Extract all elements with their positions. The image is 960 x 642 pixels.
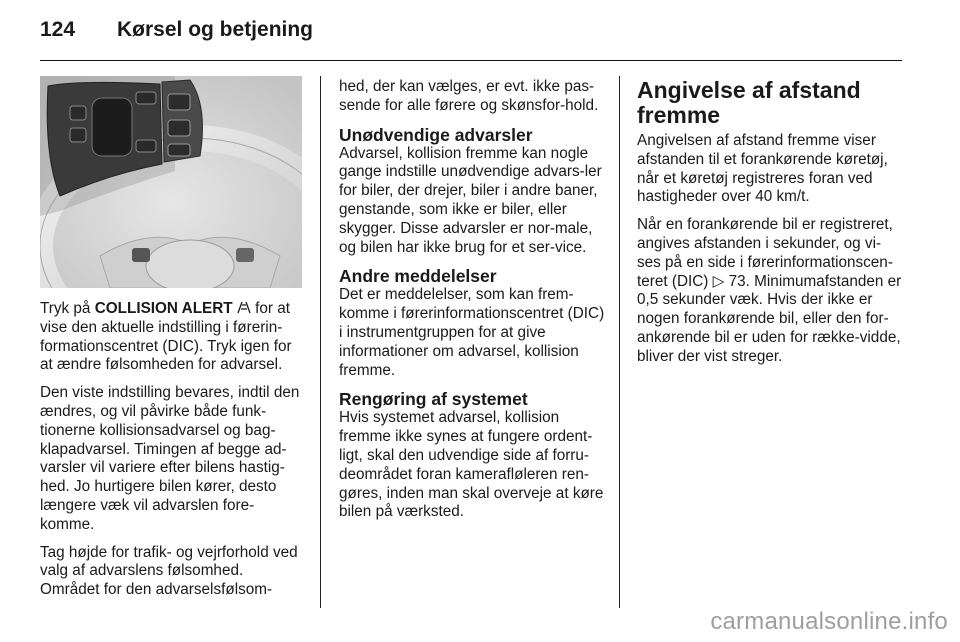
page-number: 124 xyxy=(40,18,76,41)
p2-lead: Når en forankørende bil er registreret, angives afstanden i sekunder, og vi-ses på en side i førerinformationscen-teret (DIC) xyxy=(637,216,893,290)
paragraph-distance-intro: Angivelsen af afstand fremme viser afstanden til et forankørende køretøj, når et køretøj registreres foran ved hastigheder over 40 km/t. xyxy=(637,132,888,206)
page-ref-arrow-icon: ▷ xyxy=(712,272,725,290)
p2-text: 73. Minimumafstanden er 0,5 sekunder væk. Hvis der ikke er nogen forankørende bil, eller den for-ankørende bil er uden for række-vidde, bliver der vist streger. xyxy=(637,272,902,365)
p1-lead: Tryk på xyxy=(40,300,95,317)
header-rule xyxy=(40,60,902,61)
column-divider-1 xyxy=(320,76,321,608)
collision-alert-label: COLLISION ALERT xyxy=(94,300,233,317)
paragraph-setting: Den viste indstilling bevares, indtil den ændres, og vil påvirke både funk-tionerne kollisionsadvarsel og bag-klapadvarsel. Timingen af begge ad-varsler vil variere efter bilens hastig-hed. Jo hurtigere bilen kører, desto længere væk vil advarslen fore-komme. xyxy=(40,384,300,533)
paragraph-distance-detail xyxy=(637,216,903,366)
heading-other-messages: Andre meddelelser xyxy=(339,266,497,287)
heading-unnecessary-alerts: Unødvendige advarsler xyxy=(339,124,533,145)
column-divider-2 xyxy=(619,76,620,608)
paragraph-other-messages: Det er meddelelser, som kan frem-komme i førerinformationscentret (DIC) i instrumentgruppen for at give informationer om advarsel, kollision fremme. xyxy=(339,286,605,379)
steering-wheel-illustration xyxy=(40,76,302,288)
heading-cleaning: Rengøring af systemet xyxy=(339,389,528,410)
p1-text: for at vise den aktuelle indstilling i førerin-formationscentret (DIC). Tryk igen for at ændre følsomheden for advarsel. xyxy=(40,300,292,374)
chapter-title: Kørsel og betjening xyxy=(117,18,314,41)
paragraph-unnecessary-alerts: Advarsel, kollision fremme kan nogle gange indstille unødvendige advars-ler for biler, der drejer, biler i andre baner, genstande, som ikke er biler, eller skygger. Disse advarsler er nor-male, og bilen har ikke brug for et ser-vice. xyxy=(339,144,602,256)
column-2 xyxy=(339,78,607,531)
paragraph-traffic: Tag højde for trafik- og vejrforhold ved valg af advarslens følsomhed. Området for den advarselsfølsom- xyxy=(40,543,298,599)
paragraph-continuation: hed, der kan vælges, er evt. ikke pas-sende for alle førere og skønsfor-hold. xyxy=(339,78,599,114)
heading-distance-ahead: Angivelse af afstand fremme xyxy=(637,77,861,128)
column-1 xyxy=(40,300,306,600)
paragraph-collision-alert xyxy=(40,300,306,375)
steering-wheel-figure xyxy=(40,76,302,288)
paragraph-cleaning: Hvis systemet advarsel, kollision fremme ikke synes at fungere ordent-ligt, skal den udvendige side af forru-deområdet foran kamerafløleren ren-gøres, inden man skal overveje at køre bilen på værksted. xyxy=(339,409,604,521)
column-3 xyxy=(637,78,903,376)
watermark: carmanualsonline.info xyxy=(710,608,948,635)
collision-alert-icon xyxy=(237,300,251,317)
